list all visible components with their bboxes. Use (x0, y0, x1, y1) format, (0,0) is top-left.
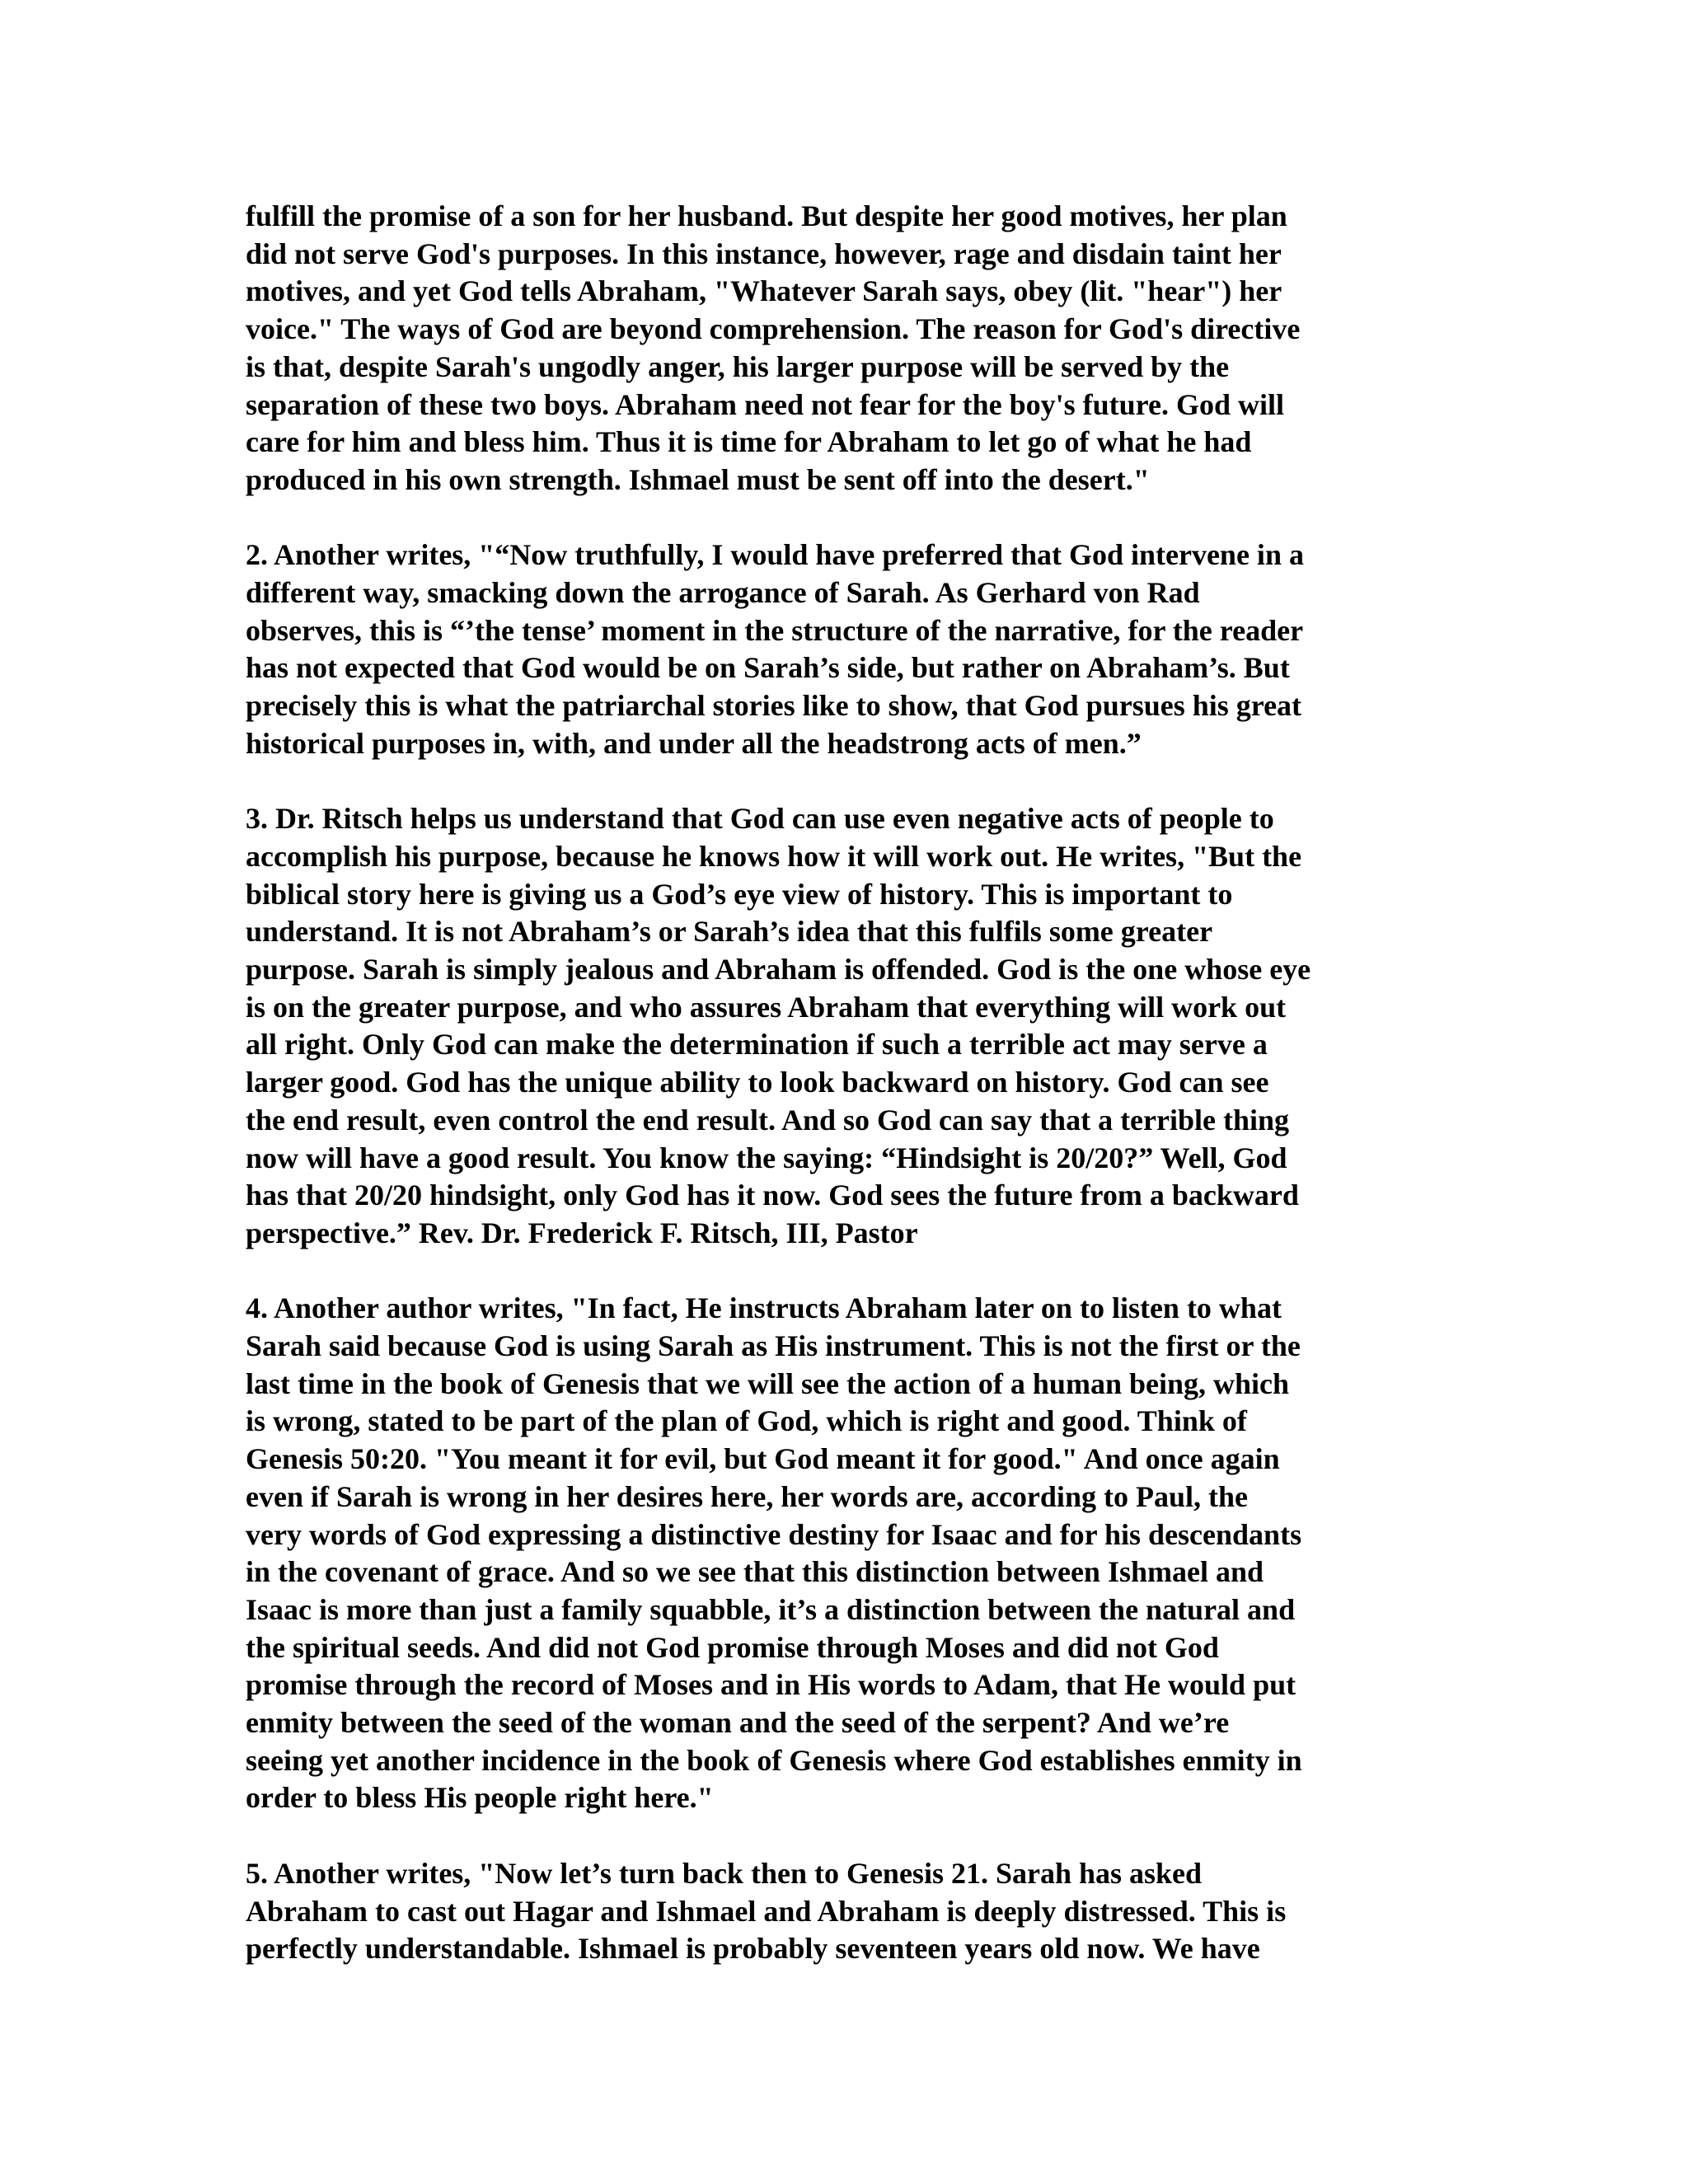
document-body (246, 198, 1442, 1968)
paragraph-3: 3. Dr. Ritsch helps us understand that God can use even negative acts of people to accomplish his purpose, because he knows how it will work out. He writes, "But the biblical story here is giving us a God’s eye view of history. This is important to understand. It is not Abraham’s or Sarah’s idea that this fulfils some greater purpose. Sarah is simply jealous and Abraham is offended. God is the one whose eye is on the greater purpose, and who assures Abraham that everything will work out all right. Only God can make the determination if such a terrible act may serve a larger good. God has the unique ability to look backward on history. God can see the end result, even control the end result. And so God can say that a terrible thing now will have a good result. You know the saying: “Hindsight is 20/20?” Well, God has that 20/20 hindsight, only God has it now. God sees the future from a backward perspective.” Rev. Dr. Frederick F. Ritsch, III, Pastor (246, 802, 1311, 1249)
paragraph-4: 4. Another author writes, "In fact, He instructs Abraham later on to listen to what Sarah said because God is using Sarah as His instrument. This is not the first or the last time in the book of Genesis that we will see the action of a human being, which is wrong, stated to be part of the plan of God, which is right and good. Think of Genesis 50:20. "You meant it for evil, but God meant it for good." And once again even if Sarah is wrong in her desires here, her words are, according to Paul, the very words of God expressing a distinctive destiny for Isaac and for his descendants in the covenant of grace. And so we see that this distinction between Ishmael and Isaac is more than just a family squabble, it’s a distinction between the natural and the spiritual seeds. And did not God promise through Moses and did not God promise through the record of Moses and in His words to Adam, that He would put enmity between the seed of the woman and the seed of the serpent? And we’re seeing yet another incidence in the book of Genesis where God establishes enmity in order to bless His people right here." (246, 1291, 1302, 1815)
paragraph-5: 5. Another writes, "Now let’s turn back then to Genesis 21. Sarah has asked Abraham to cast out Hagar and Ishmael and Abraham is deeply distressed. This is perfectly understandable. Ishmael is probably seventeen years old now. We have (246, 1856, 1287, 1966)
paragraph-continuation: fulfill the promise of a son for her husband. But despite her good motives, her plan did not serve God's purposes. In this instance, however, rage and disdain taint her motives, and yet God tells Abraham, "Whatever Sarah says, obey (lit. "hear") her voice." The ways of God are beyond comprehension. The reason for God's directive is that, despite Sarah's ungodly anger, his larger purpose will be served by the separation of these two boys. Abraham need not fear for the boy's future. God will care for him and bless him. Thus it is time for Abraham to let go of what he had produced in his own strength. Ishmael must be sent off into the desert." (246, 199, 1301, 496)
paragraph-2: 2. Another writes, "“Now truthfully, I would have preferred that God intervene in a different way, smacking down the arrogance of Sarah. As Gerhard von Rad observes, this is “’the tense’ moment in the structure of the narrative, for the reader has not expected that God would be on Sarah’s side, but rather on Abraham’s. But precisely this is what the patriarchal stories like to show, that God pursues his great historical purposes in, with, and under all the headstrong acts of men.” (246, 538, 1304, 760)
